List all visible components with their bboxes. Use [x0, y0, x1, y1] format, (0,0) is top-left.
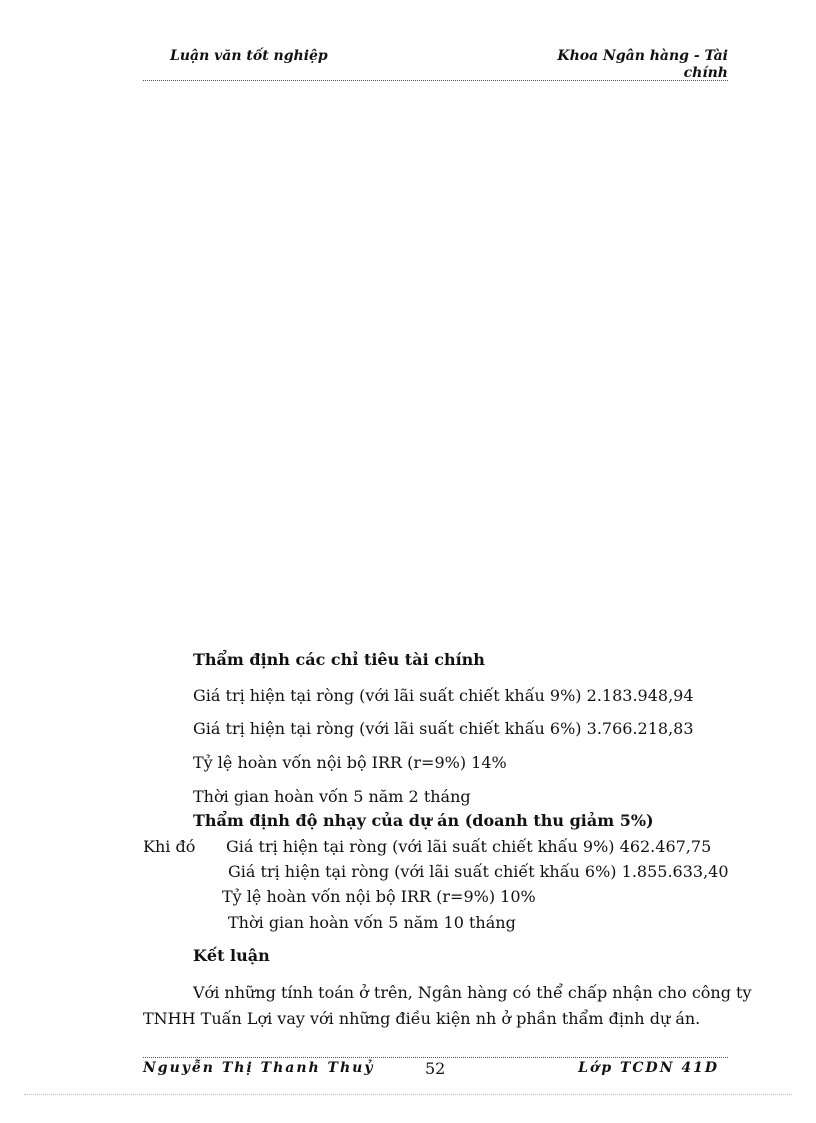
footer-class: Lớp TCDN 41D: [578, 1060, 719, 1076]
financial-line: Giá trị hiện tại ròng (với lãi suất chiết khấu 6%) 3.766.218,83: [193, 719, 694, 738]
conclusion-line: TNHH Tuấn Lợi vay với những điều kiện nh ở phần thẩm định dự án.: [143, 1009, 701, 1028]
footer-rule: [143, 1057, 728, 1058]
header-right: Khoa Ngân hàng - Tài: [557, 48, 728, 64]
khi-do-label: Khi đó: [143, 837, 196, 856]
conclusion-heading: Kết luận: [193, 946, 270, 965]
page-number: 52: [425, 1059, 446, 1078]
page-bottom-rule: [24, 1094, 792, 1095]
header-right-continued: chính: [683, 65, 728, 81]
financial-line: Thời gian hoàn vốn 5 năm 2 tháng: [193, 787, 471, 806]
sensitivity-line: Tỷ lệ hoàn vốn nội bộ IRR (r=9%) 10%: [222, 887, 536, 906]
sensitivity-line: Giá trị hiện tại ròng (với lãi suất chiết khấu 6%) 1.855.633,40: [228, 862, 729, 881]
conclusion-line: Với những tính toán ở trên, Ngân hàng có thể chấp nhận cho công ty: [193, 983, 752, 1002]
header-left: Luận văn tốt nghiệp: [170, 48, 328, 64]
sensitivity-line: Giá trị hiện tại ròng (với lãi suất chiết khấu 9%) 462.467,75: [226, 837, 712, 856]
financial-line: Tỷ lệ hoàn vốn nội bộ IRR (r=9%) 14%: [193, 753, 507, 772]
sensitivity-line: Thời gian hoàn vốn 5 năm 10 tháng: [228, 913, 516, 932]
header-rule: [143, 80, 728, 81]
footer-author: Nguyễn Thị Thanh Thuỷ: [143, 1060, 375, 1076]
financial-heading: Thẩm định các chỉ tiêu tài chính: [193, 650, 485, 669]
sensitivity-heading: Thẩm định độ nhạy của dự án (doanh thu giảm 5%): [193, 811, 654, 830]
financial-line: Giá trị hiện tại ròng (với lãi suất chiết khấu 9%) 2.183.948,94: [193, 686, 694, 705]
